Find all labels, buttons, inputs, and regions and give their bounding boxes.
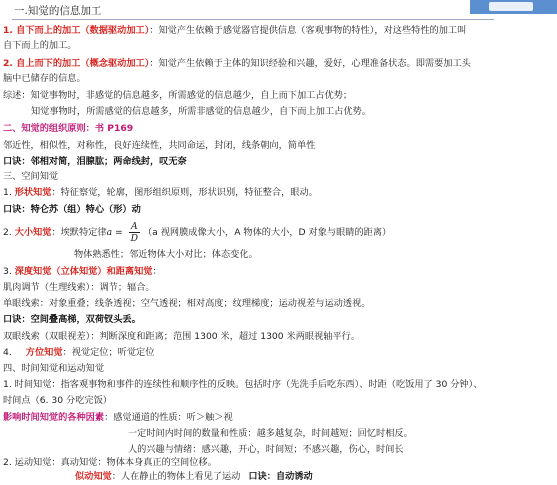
line-apparent-motion (75, 469, 313, 484)
mnemonic-label: 口诀： (3, 204, 31, 215)
line-monocular-cues (3, 296, 371, 311)
line-summary-1 (3, 88, 352, 103)
term-apparent-motion: 似动知觉 (75, 471, 112, 482)
line-summary-2 (31, 104, 371, 119)
line-top-down (3, 56, 471, 71)
text-time-quantity: 一定时间内时间的数量和性质：越多越复杂，时间越短；回忆时相反。 (128, 428, 413, 439)
text-top-down-cont: 脑中已储存的信息。 (3, 73, 86, 84)
line-time-point (3, 393, 112, 408)
line-bottom-up (3, 23, 466, 38)
heading-time-motion (3, 361, 104, 376)
heading-spatial-text: 三、空间知觉 (3, 171, 59, 182)
text-motion-perception: 2. 运动知觉：真动知觉：物体本身真正的空间位移。 (3, 457, 217, 468)
text-emmert-law: ：埃默特定律 (51, 227, 107, 238)
mnemonic-text: 自动诱动 (275, 471, 313, 482)
item-number: 1. (3, 187, 15, 198)
text-formula-explanation: （a 视网膜成像大小，A 物体的大小，D 对象与眼睛的距离） (142, 227, 392, 238)
text-sensory-channel: ：感觉通道的性质：听＞触＞视 (104, 412, 233, 423)
item-number: 3. (3, 266, 15, 277)
formula-numerator: A (129, 221, 140, 233)
line-time-quantity (128, 426, 413, 441)
header-rule (12, 19, 494, 20)
line-mnemonic-3 (3, 312, 141, 327)
line-bottom-up-cont (3, 38, 77, 53)
term-bottom-up: 1. 自下而上的加工（数据驱动加工） (3, 25, 150, 36)
text-muscle-cues: 肌肉调节（生理线索）：调节；辐合。 (3, 282, 155, 293)
heading-time-motion-text: 四、时间知觉和运动知觉 (3, 363, 105, 374)
line-orientation-perception (3, 345, 154, 360)
term-top-down: 2. 自上而下的加工（概念驱动加工） (3, 58, 150, 69)
formula-denominator: D (130, 233, 138, 244)
mnemonic-label: 口诀： (248, 471, 276, 482)
mnemonic-text: 邻相对简，泪腺肱；两命线封，叹无奈 (30, 156, 187, 167)
line-mnemonic-1 (3, 154, 187, 169)
text-principles: 邻近性，相似性，对称性，良好连续性，共同命运，封闭，线条朝向，简单性 (3, 140, 316, 151)
text-monocular-cues: 单眼线索：对象重叠；线条透视；空气透视；相对高度；纹理梯度；运动视差与运动透视。 (3, 298, 371, 309)
text-summary-2: 知觉事物时，所需感觉的信息越多，所需非感觉的信息越少，自下而上加工占优势。 (31, 106, 371, 117)
text-binocular-cues: 双眼线索（双眼视差）：判断深度和距离；范围 1300 米，超过 1300 米两眼视轴平行。 (3, 331, 361, 342)
formula-equals: = (112, 227, 126, 238)
heading-organization-principles (3, 121, 133, 136)
line-time-perception (3, 377, 482, 392)
mnemonic-label: 口诀： (3, 314, 31, 325)
heading-spatial-perception (3, 169, 58, 184)
text-orientation-perception: ：视觉定位；听觉定位 (62, 347, 155, 358)
mnemonic-text: 特仑苏（组）特心（形）动 (30, 204, 141, 215)
line-principles (3, 138, 315, 153)
line-shape-perception (3, 185, 318, 200)
text-time-perception: 1. 时间知觉：指客观事物和事件的连续性和顺序性的反映。包括时序（先洗手后吃东西）、时距（吃饭用了 30 分钟）、 (3, 379, 483, 390)
term-orientation-perception: 方位知觉 (25, 347, 63, 358)
line-size-perception (3, 221, 391, 245)
line-binocular-cues (3, 329, 360, 344)
header-banner-decoration (489, 2, 533, 11)
text-interest-emotion: 人的兴趣与情绪：感兴趣，开心，时间短；不感兴趣，伤心，时间长 (128, 444, 404, 455)
heading-organization-text: 二、知觉的组织原则：书 P169 (3, 123, 134, 134)
line-time-factors (3, 410, 233, 425)
text-top-down: ：知觉产生依赖于主体的知识经验和兴趣，爱好，心理准备状态。即需要加工头 (149, 58, 471, 69)
mnemonic-label: 口诀： (3, 156, 31, 167)
item-number: 2. (3, 227, 15, 238)
header (0, 0, 557, 20)
term-time-factors: 影响时间知觉的各种因素 (3, 412, 105, 423)
line-motion-perception (3, 455, 217, 470)
line-size-factors (74, 247, 258, 262)
line-mnemonic-2 (3, 202, 141, 217)
mnemonic-text: 空间叠高梯，双荷钗头丢。 (30, 314, 141, 325)
line-top-down-cont (3, 71, 86, 86)
text-summary-1: 综述：知觉事物时，非感觉的信息越多，所需感觉的信息越少，自上而下加工占优势； (3, 90, 353, 101)
term-shape-perception: 形状知觉 (14, 187, 52, 198)
text-time-point: 时间点（6. 30 分吃完饭） (3, 395, 112, 406)
term-depth-perception: 深度知觉（立体知觉）和距离知觉 (14, 266, 153, 277)
text-colon: ： (152, 266, 162, 277)
section-title: 一.知觉的信息加工 (14, 5, 102, 17)
term-size-perception: 大小知觉 (14, 227, 52, 238)
text-shape-perception: ：特征察觉，轮廓，图形组织原则，形状识别，特征整合，眼动。 (51, 187, 318, 198)
text-apparent-motion: ：人在静止的物体上看见了运动 (111, 471, 241, 482)
text-bottom-up: ：知觉产生依赖于感觉器官提供信息（客观事物的特性），对这些特性的加工叫 (149, 25, 467, 36)
text-bottom-up-cont: 自下而上的加工。 (3, 40, 77, 51)
formula-fraction (129, 221, 140, 244)
line-depth-perception (3, 264, 162, 279)
line-muscle-cues (3, 280, 155, 295)
item-number: 4. (3, 347, 12, 358)
text-size-factors: 物体熟悉性；邻近物体大小对比；体态变化。 (74, 249, 258, 260)
formula-lhs: a (106, 227, 113, 238)
